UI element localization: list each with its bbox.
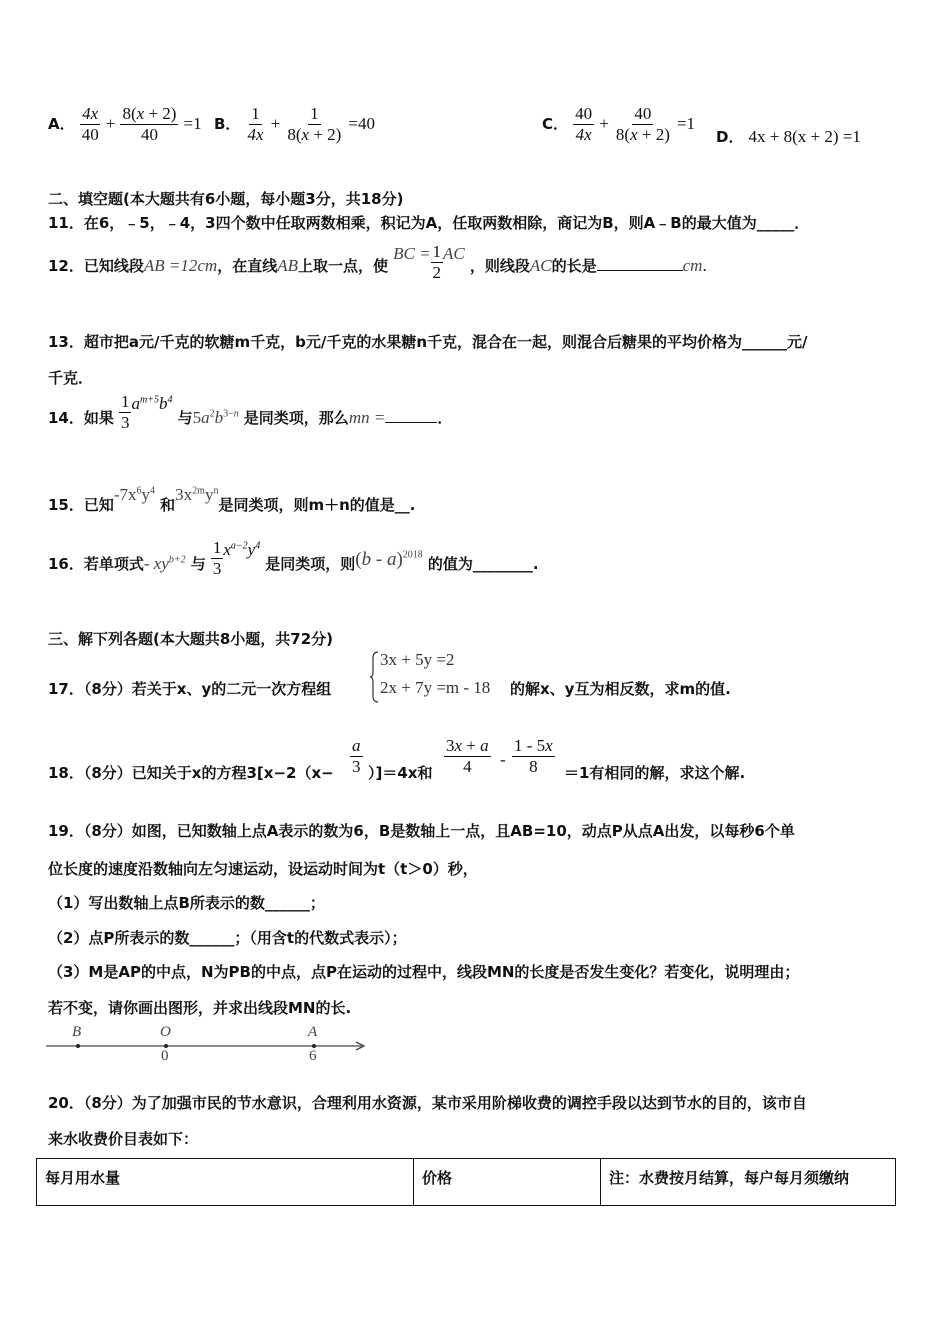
option-d — [716, 126, 861, 147]
question-15: 15．已知$-7x^6y^4$ 和$3x^{2m}y^n$是同类项，则m＋n的值是__. — [48, 485, 416, 514]
question-14: 14．如果 $\frac{1}{3}$ $a^{m+5}b^4$ 与$5a^2b^{3-n}$ 是同类项，那么mn = ． — [48, 392, 453, 432]
q12-unit: cm — [682, 256, 703, 275]
price-table — [36, 1158, 896, 1206]
q14-post: 是同类项，那么 — [243, 409, 349, 427]
q12-bc: BC = — [393, 244, 431, 263]
axis-label-o: O — [160, 1024, 171, 1040]
q17-eq1: 3x + 5y =2 — [380, 650, 455, 669]
number-line-svg — [44, 1022, 374, 1068]
q20-line2: 来水收费价目表如下： — [48, 1130, 199, 1148]
q15-post: 是同类项，则m＋n的值是__. — [218, 496, 416, 514]
axis-label-a: A — [308, 1024, 318, 1040]
table-header-usage: 每月用水量 — [37, 1159, 414, 1206]
section3-title: 三、解下列各题(本大题共8小题，共72分) — [48, 630, 334, 648]
q12-ab: AB =12cm — [143, 256, 218, 275]
table-row — [37, 1159, 896, 1206]
frac-1-2: $\frac{1}{2}$ — [432, 242, 442, 282]
q16-pre: 16．若单项式 — [48, 555, 144, 573]
q14-mid: 与 — [177, 409, 193, 427]
q14-expr: mn = — [348, 408, 386, 427]
q17-post: 的解x、y互为相反数，求m的值. — [510, 680, 731, 698]
q12-pre: 12．已知线段 — [48, 257, 144, 275]
q14-dot: ． — [437, 409, 453, 427]
q12-post: ，则线段 — [469, 257, 530, 275]
q19-line2: 位长度的速度沿数轴向左匀速运动，设运动时间为t（t＞0）秒， — [48, 860, 478, 878]
option-c-eq: =1 — [676, 114, 696, 133]
number-line — [44, 1022, 374, 1068]
q18-pre: 18．（8分）已知关于x的方程3[x−2（x− — [48, 764, 334, 782]
q12-dot: . — [702, 256, 707, 275]
minus-sign: - — [500, 750, 506, 769]
q19-sub4: 若不变，请你画出图形，并求出线段MN的长. — [48, 999, 352, 1017]
q18-mid: ）]＝4x和 — [368, 764, 433, 782]
q17-pre: 17．（8分）若关于x、y的二元一次方程组 — [48, 680, 332, 698]
q16-mid: 与 — [190, 555, 206, 573]
option-b-eq: =40 — [348, 114, 376, 133]
q12-mid2: 上取一点，使 — [297, 257, 388, 275]
frac-40-8x2: $\frac{40}{8(x + 2)}$ — [615, 104, 670, 144]
frac-1-3b: $\frac{1}{3}$ — [212, 538, 222, 578]
q19-sub1: （1）写出数轴上点B所表示的数______； — [48, 894, 325, 912]
question-12 — [48, 242, 707, 287]
axis-tick-0: 0 — [161, 1048, 169, 1064]
frac-a-3: $\frac{a}{3}$ — [352, 736, 361, 776]
q17-eq2: 2x + 7y =m - 18 — [380, 678, 491, 697]
q15-mid: 和 — [160, 496, 176, 514]
option-c: C． $\frac{40}{4x}$ + $\frac{40}{8(x + 2)}$ =1 — [542, 104, 696, 144]
q15-pre: 15．已知 — [48, 496, 114, 514]
q19-sub3: （3）M是AP的中点，N为PB的中点，点P在运动的过程中，线段MN的长度是否发生变化？若变化，说明理由； — [48, 963, 800, 981]
option-d-label: D． — [716, 128, 744, 146]
q12-post2: 的长是 — [551, 257, 597, 275]
question-13-line2: 千克． — [48, 369, 94, 387]
table-header-price: 价格 — [414, 1159, 601, 1206]
frac-8x2-40: $\frac{8(x + 2)}{40}$ — [122, 104, 177, 144]
frac-4x-40: $\frac{4x}{40}$ — [81, 104, 99, 144]
question-16: 16．若单项式- $xy^{b+2}$ 与 $\frac{1}{3}$ $x^{a-2}y^4$ 是同类项，则(b - a)$^{2018}$ 的值为________. — [48, 538, 539, 578]
table-header-note: 注：水费按月结算，每户每月须缴纳 — [601, 1159, 896, 1206]
option-d-expr: 4x + 8(x + 2) =1 — [748, 127, 861, 146]
frac-3xa-4: $\frac{3x + a}{4}$ — [446, 736, 489, 776]
q12-mid: ，在直线 — [217, 257, 278, 275]
option-b-label: B． — [214, 115, 241, 133]
frac-15x-8: $\frac{1 - 5x}{8}$ — [514, 736, 553, 776]
q12-blank[interactable] — [597, 270, 683, 271]
q16-post2: 的值为________. — [427, 555, 539, 573]
q14-pre: 14．如果 — [48, 409, 114, 427]
q12-ab2: AB — [277, 256, 298, 275]
option-a-eq: =1 — [183, 114, 202, 133]
q16-post: 是同类项，则 — [265, 555, 356, 573]
frac-1-3: $\frac{1}{3}$ — [120, 392, 130, 432]
brace-icon — [370, 650, 380, 704]
axis-tick-6: 6 — [309, 1048, 317, 1064]
axis-label-b: B — [72, 1024, 82, 1040]
option-b: B． $\frac{1}{4x}$ + $\frac{1}{8(x + 2)}$ =40 — [214, 104, 376, 144]
option-a-label: A． — [48, 115, 75, 133]
question-13-line1: 13．超市把a元/千克的软糖m千克，b元/千克的水果糖n千克，混合在一起，则混合后糖果的平均价格为______元/ — [48, 333, 808, 351]
q19-line1: 19．（8分）如图，已知数轴上点A表示的数为6，B是数轴上一点，且AB=10，动点P从点A出发，以每秒6个单 — [48, 822, 795, 840]
frac-1-8x2: $\frac{1}{8(x + 2)}$ — [287, 104, 342, 144]
q12-ac: AC — [443, 244, 465, 263]
q17-system — [370, 650, 510, 704]
option-c-label: C． — [542, 115, 569, 133]
q12-ac2: AC — [529, 256, 552, 275]
option-a: A． $\frac{4x}{40}$ + $\frac{8(x + 2)}{40}$ =1 — [48, 104, 202, 144]
frac-1-4x: $\frac{1}{4x}$ — [247, 104, 264, 144]
q19-sub2: （2）点P所表示的数______；（用含t的代数式表示）； — [48, 929, 407, 947]
section2-title: 二、填空题(本大题共有6小题，每小题3分，共18分) — [48, 190, 404, 208]
q18-post: ＝1有相同的解，求这个解. — [564, 764, 746, 782]
frac-40-4x: $\frac{40}{4x}$ — [575, 104, 593, 144]
q14-blank[interactable] — [385, 422, 437, 423]
q20-line1: 20．（8分）为了加强市民的节水意识，合理利用水资源，某市采用阶梯收费的调控手段以达到节水的目的，该市自 — [48, 1094, 807, 1112]
question-11: 11．在6，﹣5，﹣4，3四个数中任取两数相乘，积记为A，任取两数相除，商记为B，则A﹣B的最大值为_____． — [48, 214, 810, 232]
